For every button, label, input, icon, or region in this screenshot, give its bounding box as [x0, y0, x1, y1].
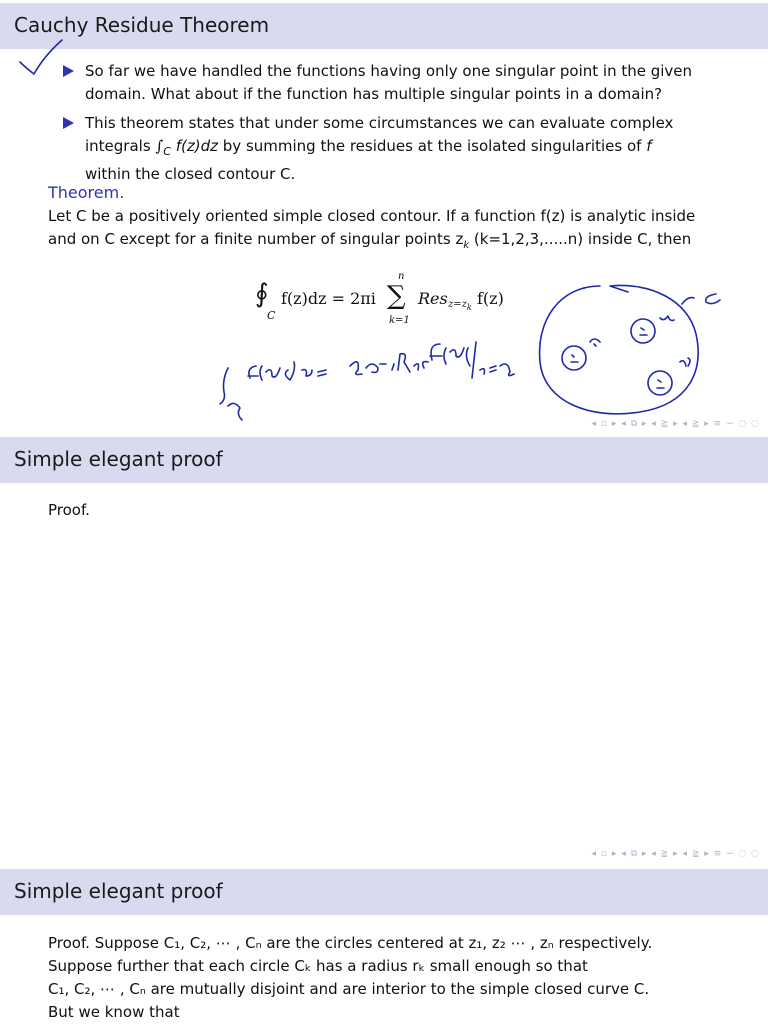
bullet-text-2 — [85, 112, 735, 186]
bullet-2-line-1: This theorem states that under some circumstances we can evaluate complex — [85, 114, 674, 132]
integral-sub: C — [163, 145, 171, 158]
bullet-2-suffix: by summing the residues at the isolated singularities of — [222, 137, 642, 155]
proof-label: Proof. — [48, 501, 90, 519]
formula-lhs: f(z)dz = 2πi — [281, 289, 376, 308]
slide-3 — [0, 869, 768, 1024]
theorem-sub-k: k — [463, 240, 470, 251]
bullet-text-1: So far we have handled the functions having only one singular point in the given domain. What about if the function has multiple singular points in a domain? — [85, 62, 693, 103]
bullet-2-line-2 — [85, 135, 735, 163]
slide-title-bar — [0, 3, 768, 49]
slide-title: Cauchy Residue Theorem — [14, 13, 270, 37]
residue-label: Res — [418, 289, 448, 308]
slide-title-bar — [0, 869, 768, 915]
integral-symbol: ∫ — [155, 137, 164, 155]
beamer-nav-controls[interactable]: ◂ ▫ ▸ ◂ ⧉ ▸ ◂ ≧ ▸ ◂ ≧ ▸ ≡ ∽ ◌ ◌ — [591, 419, 760, 429]
integral-expr: f(z)dz — [175, 137, 218, 155]
proof-line-1: Proof. Suppose C₁, C₂, ⋯ , Cₙ are the circles centered at z₁, z₂ ⋯ , zₙ respectively. — [48, 934, 653, 952]
formula-fz: f(z) — [477, 289, 504, 308]
slide-2 — [0, 437, 768, 865]
proof-paragraph — [48, 932, 738, 1024]
bullet-2-prefix: integrals — [85, 137, 151, 155]
contour-integral-symbol: ∮ — [255, 279, 269, 309]
slide-title: Simple elegant proof — [14, 879, 223, 903]
beamer-nav-controls[interactable]: ◂ ▫ ▸ ◂ ⧉ ▸ ◂ ≧ ▸ ◂ ≧ ▸ ≡ ∽ ◌ ◌ — [591, 849, 760, 859]
residue-sub-k: k — [466, 303, 472, 312]
theorem-text-part-1: Let C be a positively oriented simple closed contour. If a function f(z) is analytic inside and on C except for a finite number of singular points z — [48, 207, 696, 248]
bullet-arrow-icon — [63, 117, 74, 129]
theorem-text — [48, 205, 720, 257]
residue-sub-text: z=z — [448, 299, 467, 310]
residue-sub — [448, 299, 472, 312]
sum-symbol: ∑ — [387, 281, 406, 311]
theorem-text-part-2: (k=1,2,3,.....n) inside C, then — [473, 230, 692, 248]
slide-title: Simple elegant proof — [14, 447, 223, 471]
contour-integral-sub: C — [267, 309, 276, 322]
proof-line-4: But we know that — [48, 1003, 180, 1021]
slide-1 — [0, 3, 768, 433]
slide-title-bar — [0, 437, 768, 483]
bullet-2-f: f — [646, 137, 652, 155]
residue-formula — [255, 271, 535, 335]
theorem-heading: Theorem. — [48, 183, 125, 202]
bullet-arrow-icon — [63, 65, 74, 77]
sum-top: n — [398, 271, 405, 282]
proof-line-3: C₁, C₂, ⋯ , Cₙ are mutually disjoint and are interior to the simple closed curve C. — [48, 980, 650, 998]
bullet-2-line-3: within the closed contour C. — [85, 165, 296, 183]
proof-line-2: Suppose further that each circle Cₖ has a radius rₖ small enough so that — [48, 957, 588, 975]
sum-bottom: k=1 — [389, 315, 410, 326]
